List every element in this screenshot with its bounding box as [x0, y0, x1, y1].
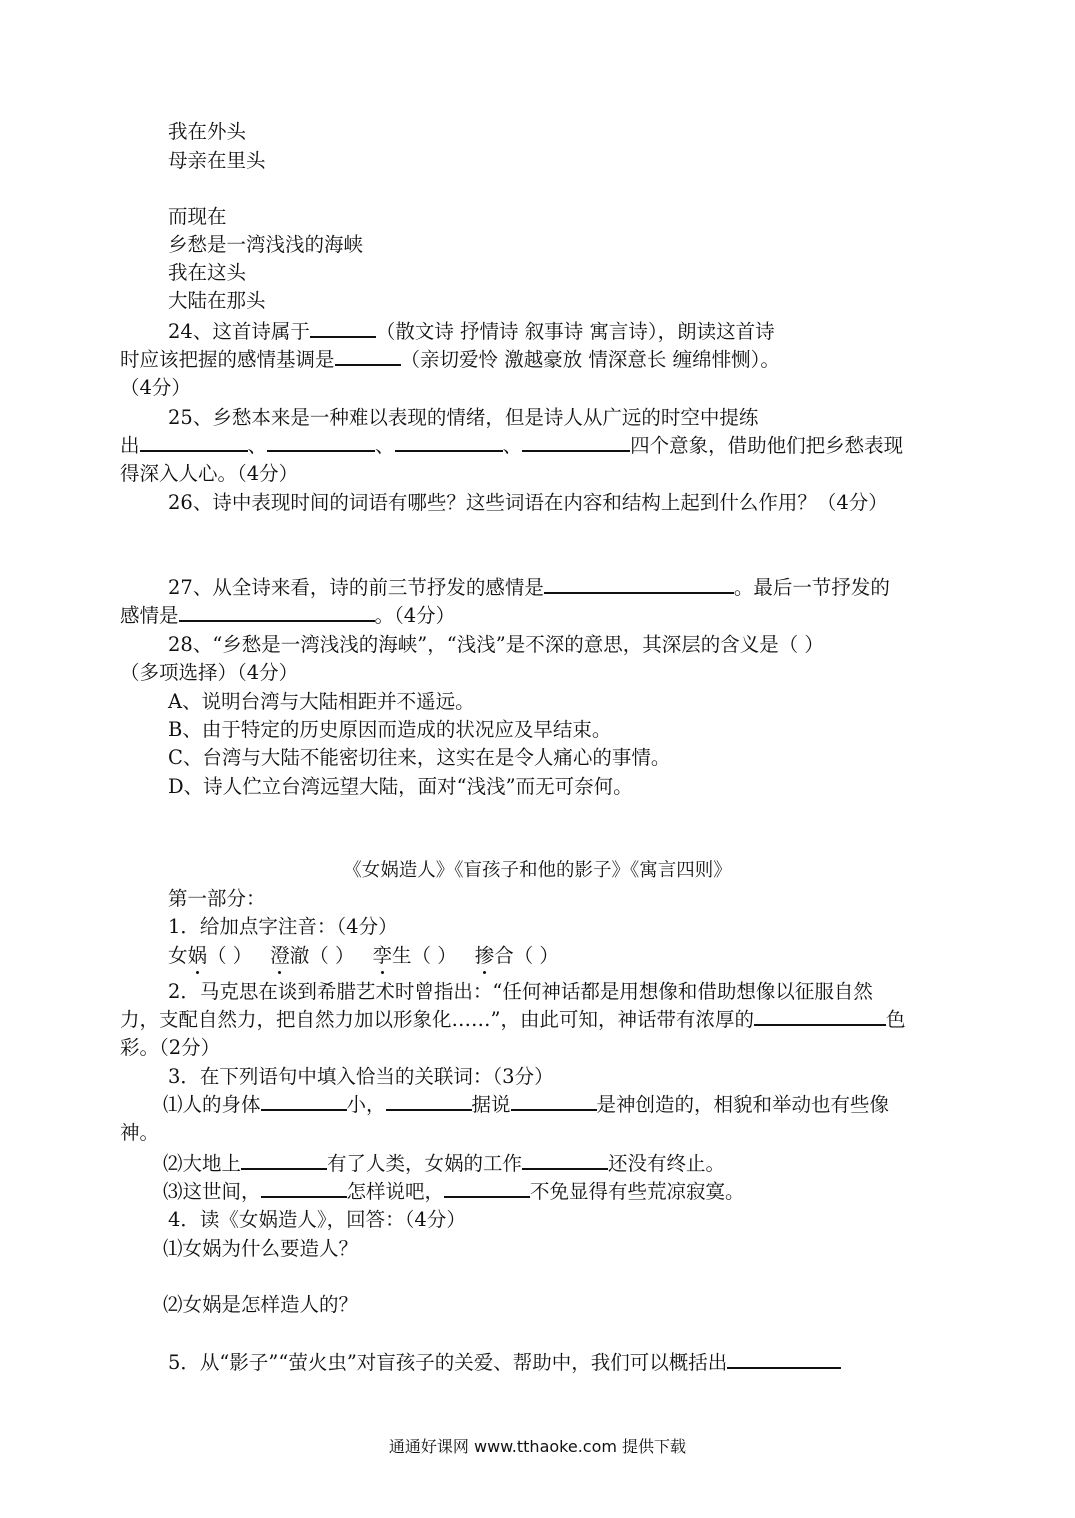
- question-text: 5．从“影子”“萤火虫”对盲孩子的关爱、帮助中，我们可以概括出: [168, 1351, 728, 1374]
- answer-blank[interactable]: [386, 1091, 472, 1111]
- answer-blank[interactable]: [241, 1150, 327, 1170]
- word-char: 女: [168, 944, 188, 967]
- answer-blank[interactable]: [522, 1150, 608, 1170]
- s4-item2: ⑵女娲是怎样造人的？: [163, 1293, 359, 1316]
- answer-paren[interactable]: （ ）: [513, 944, 559, 967]
- option-d[interactable]: D、诗人伫立台湾远望大陆，面对“浅浅”而无可奈何。: [168, 775, 633, 798]
- separator: 、: [375, 434, 395, 457]
- question-24-score: （4分）: [120, 376, 191, 399]
- question-26: 26、诗中表现时间的词语有哪些？这些词语在内容和结构上起到什么作用？（4分）: [168, 491, 888, 514]
- s3-item1-line2: 神。: [120, 1121, 160, 1144]
- answer-blank[interactable]: [140, 432, 248, 452]
- question-text: （散文诗 抒情诗 叙事诗 寓言诗），朗读这首诗: [375, 320, 775, 343]
- question-text: 色: [885, 1008, 906, 1031]
- answer-paren[interactable]: （ ）: [309, 944, 355, 967]
- poem-line: 而现在: [168, 205, 227, 228]
- option-a[interactable]: A、说明台湾与大陆相距并不遥远。: [168, 690, 475, 713]
- question-27-line1: [168, 574, 890, 602]
- question-25-line2: [120, 432, 903, 460]
- poem-line: 母亲在里头: [168, 149, 266, 172]
- question-text: ⑵大地上: [163, 1152, 242, 1175]
- question-27-line2: [120, 602, 455, 630]
- separator: 、: [247, 434, 268, 457]
- s1-question: 1．给加点字注音：（4分）: [168, 915, 398, 938]
- question-text: 是神创造的，相貌和举动也有些像: [596, 1093, 890, 1116]
- s3-item2: [163, 1150, 725, 1178]
- s2-line1: 2．马克思在谈到希腊艺术时曾指出：“任何神话都是用想像和借助想像以征服自然: [168, 980, 873, 1003]
- answer-blank[interactable]: [335, 346, 401, 366]
- dotted-char: 娲: [188, 942, 208, 970]
- question-text: 。最后一节抒发的: [733, 576, 890, 599]
- question-28-line2: （多项选择）（4分）: [120, 661, 299, 684]
- part-label: 第一部分：: [168, 887, 266, 910]
- answer-blank[interactable]: [261, 1091, 347, 1111]
- answer-blank[interactable]: [522, 432, 630, 452]
- section-title: 《女娲造人》《盲孩子和他的影子》《寓言四则》: [343, 860, 732, 881]
- question-24-line2: [120, 346, 780, 374]
- question-text: （亲切爱怜 激越豪放 情深意长 缠绵悱恻）。: [400, 348, 780, 371]
- question-text: 不免显得有些荒凉寂寞。: [530, 1180, 745, 1203]
- question-text: 27、从全诗来看，诗的前三节抒发的感情是: [168, 576, 544, 599]
- poem-line: 我在外头: [168, 120, 247, 143]
- answer-blank[interactable]: [395, 432, 503, 452]
- s5-line1: [168, 1349, 841, 1377]
- answer-blank[interactable]: [179, 602, 375, 622]
- question-text: 24、这首诗属于: [168, 320, 310, 343]
- s2-line3: 彩。（2分）: [120, 1036, 221, 1059]
- answer-blank[interactable]: [754, 1006, 886, 1026]
- question-text: ⑶这世间，: [163, 1180, 261, 1203]
- s2-line2: [120, 1006, 906, 1034]
- question-text: 出: [120, 434, 140, 457]
- option-b[interactable]: B、由于特定的历史原因而造成的状况应及早结束。: [168, 718, 612, 741]
- question-24-line1: [168, 318, 775, 346]
- s4-item1: ⑴女娲为什么要造人？: [163, 1237, 359, 1260]
- question-text: 有了人类，女娲的工作: [327, 1152, 523, 1175]
- word-char: 生: [391, 944, 412, 967]
- poem-line: 我在这头: [168, 261, 247, 284]
- separator: 、: [502, 434, 523, 457]
- question-text: 怎样说吧，: [346, 1180, 445, 1203]
- s3-item1-line1: [163, 1091, 889, 1119]
- answer-blank[interactable]: [727, 1349, 841, 1369]
- answer-paren[interactable]: （ ）: [411, 944, 457, 967]
- answer-blank[interactable]: [511, 1091, 597, 1111]
- word-char: 合: [494, 944, 514, 967]
- question-text: 小，: [346, 1093, 386, 1116]
- option-c[interactable]: C、台湾与大陆不能密切往来，这实在是令人痛心的事情。: [168, 746, 671, 769]
- poem-line: 乡愁是一湾浅浅的海峡: [168, 233, 364, 256]
- s3-question: 3．在下列语句中填入恰当的关联词：（3分）: [168, 1065, 554, 1088]
- answer-blank[interactable]: [267, 432, 375, 452]
- footer: 通通好课网 www.tthaoke.com 提供下载: [388, 1437, 687, 1456]
- question-28-line1: 28、“乡愁是一湾浅浅的海峡”，“浅浅”是不深的意思，其深层的含义是（ ）: [168, 633, 824, 656]
- poem-line: 大陆在那头: [168, 289, 266, 312]
- dotted-char: 孪: [372, 942, 392, 970]
- question-text: 四个意象，借助他们把乡愁表现: [630, 434, 904, 457]
- s1-words: [168, 942, 559, 970]
- question-25-line1: 25、乡愁本来是一种难以表现的情绪，但是诗人从广远的时空中提练: [168, 406, 759, 429]
- dotted-char: 澄: [270, 942, 290, 970]
- question-text: 时应该把握的感情基调是: [120, 348, 335, 371]
- dotted-char: 掺: [475, 942, 495, 970]
- answer-blank[interactable]: [444, 1178, 530, 1198]
- s4-question: 4．读《女娲造人》，回答：（4分）: [168, 1208, 466, 1231]
- answer-blank[interactable]: [544, 574, 734, 594]
- question-text: 还没有终止。: [608, 1152, 726, 1175]
- question-text: 力，支配自然力，把自然力加以形象化……”，由此可知，神话带有浓厚的: [120, 1008, 754, 1031]
- answer-blank[interactable]: [310, 318, 376, 338]
- question-25-line3: 得深入人心。（4分）: [120, 462, 299, 485]
- question-text: 据说: [471, 1093, 511, 1116]
- question-text: 感情是: [120, 604, 179, 627]
- answer-blank[interactable]: [261, 1178, 347, 1198]
- s3-item3: [163, 1178, 745, 1206]
- question-text: ⑴人的身体: [163, 1093, 261, 1116]
- answer-paren[interactable]: （ ）: [207, 944, 253, 967]
- question-text: 。（4分）: [374, 604, 456, 627]
- word-char: 澈: [289, 944, 310, 967]
